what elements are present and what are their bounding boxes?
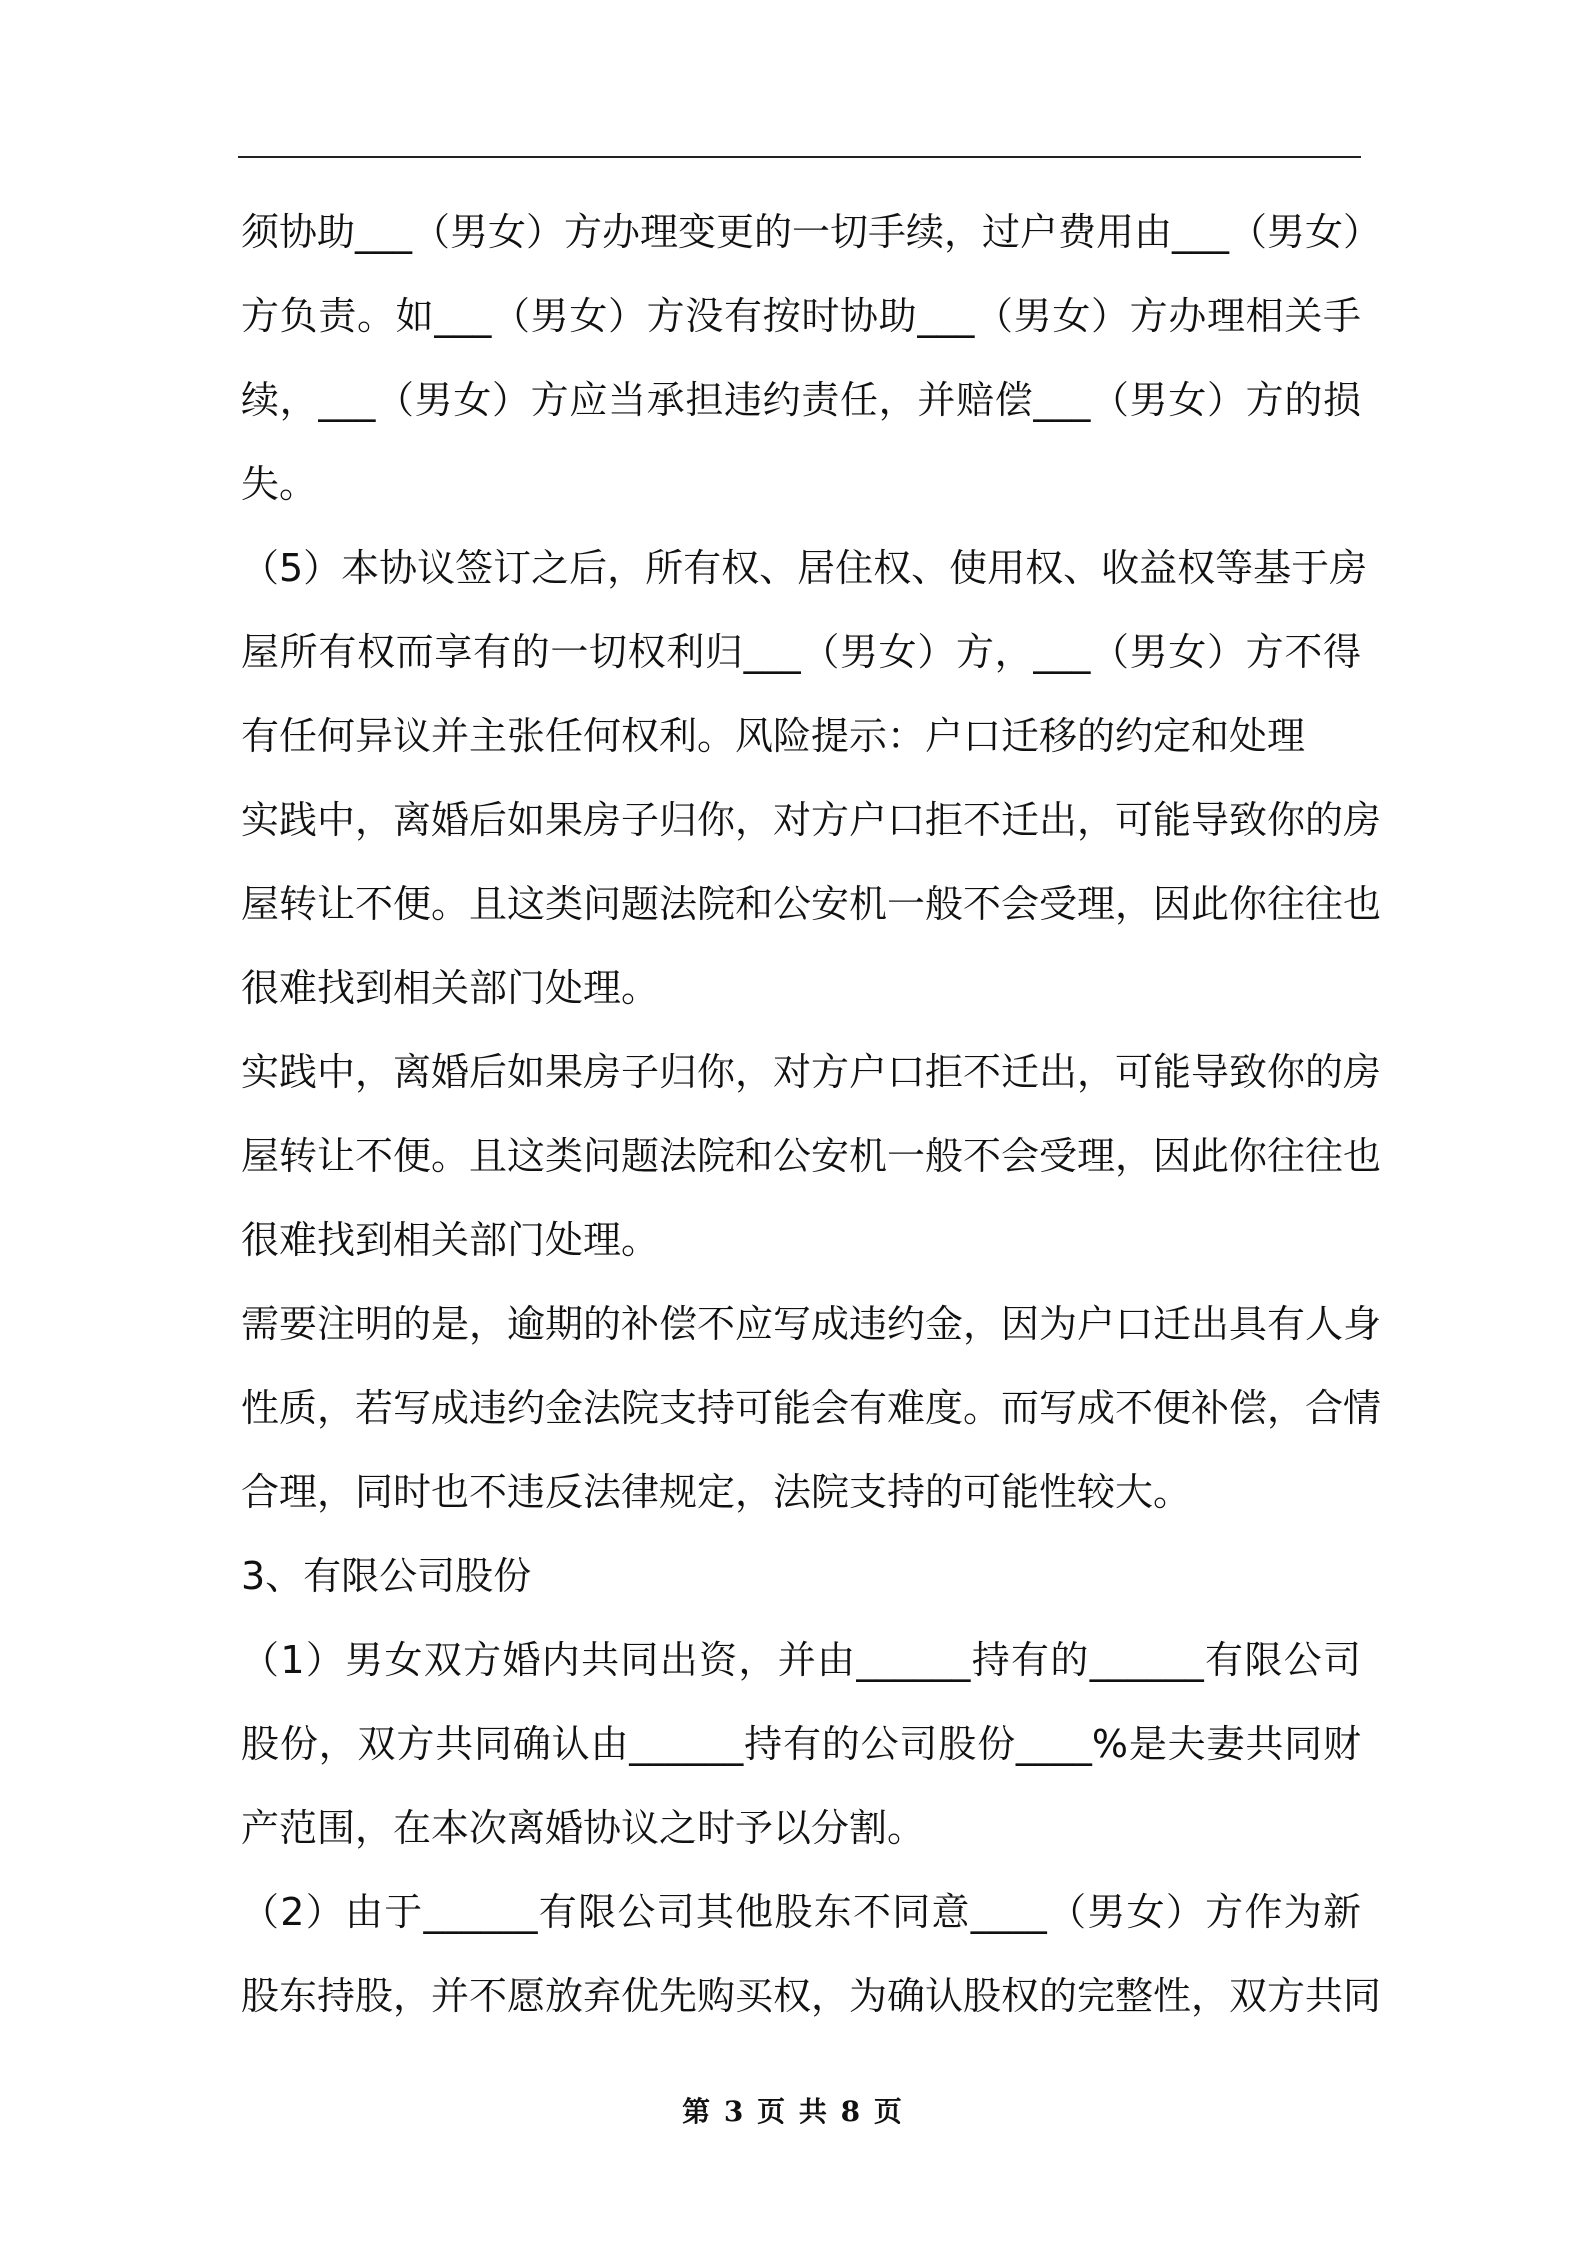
body-line: 屋转让不便。且这类问题法院和公安机一般不会受理，因此你往往也: [241, 882, 1382, 926]
body-line: （2）由于______有限公司其他股东不同意____（男女）方作为新: [241, 1890, 1361, 1934]
body-line: （1）男女双方婚内共同出资，并由______持有的______有限公司: [241, 1638, 1361, 1682]
body-line: 合理，同时也不违反法律规定，法院支持的可能性较大。: [241, 1470, 1192, 1514]
section-heading: 3、有限公司股份: [241, 1554, 532, 1598]
body-line: 很难找到相关部门处理。: [241, 1218, 660, 1262]
document-body: [241, 190, 1382, 2038]
body-line: 有任何异议并主张任何权利。风险提示：户口迁移的约定和处理: [241, 714, 1306, 758]
body-line: 实践中，离婚后如果房子归你，对方户口拒不迁出，可能导致你的房: [241, 798, 1382, 842]
body-line: 续，___（男女）方应当承担违约责任，并赔偿___（男女）方的损: [241, 378, 1361, 422]
body-line: 须协助___（男女）方办理变更的一切手续，过户费用由___（男女）: [241, 210, 1382, 254]
header-divider: [238, 156, 1361, 158]
body-line: 很难找到相关部门处理。: [241, 966, 660, 1010]
body-line: 屋转让不便。且这类问题法院和公安机一般不会受理，因此你往往也: [241, 1134, 1382, 1178]
body-line: 产范围，在本次离婚协议之时予以分割。: [241, 1806, 926, 1850]
body-line: 屋所有权而享有的一切权利归___（男女）方，___（男女）方不得: [241, 630, 1361, 674]
body-line: 股份，双方共同确认由______持有的公司股份____%是夫妻共同财: [241, 1722, 1361, 1766]
body-line: （5）本协议签订之后，所有权、居住权、使用权、收益权等基于房: [241, 546, 1368, 590]
body-line: 性质，若写成违约金法院支持可能会有难度。而写成不便补偿，合情: [241, 1386, 1382, 1430]
body-line: 实践中，离婚后如果房子归你，对方户口拒不迁出，可能导致你的房: [241, 1050, 1382, 1094]
body-line: 需要注明的是，逾期的补偿不应写成违约金，因为户口迁出具有人身: [241, 1302, 1382, 1346]
body-line: 方负责。如___（男女）方没有按时协助___（男女）方办理相关手: [241, 294, 1361, 338]
body-line: 股东持股，并不愿放弃优先购买权，为确认股权的完整性，双方共同: [241, 1974, 1382, 2018]
page-number: 第 3 页 共 8 页: [682, 2095, 904, 2128]
body-line: 失。: [241, 462, 318, 506]
